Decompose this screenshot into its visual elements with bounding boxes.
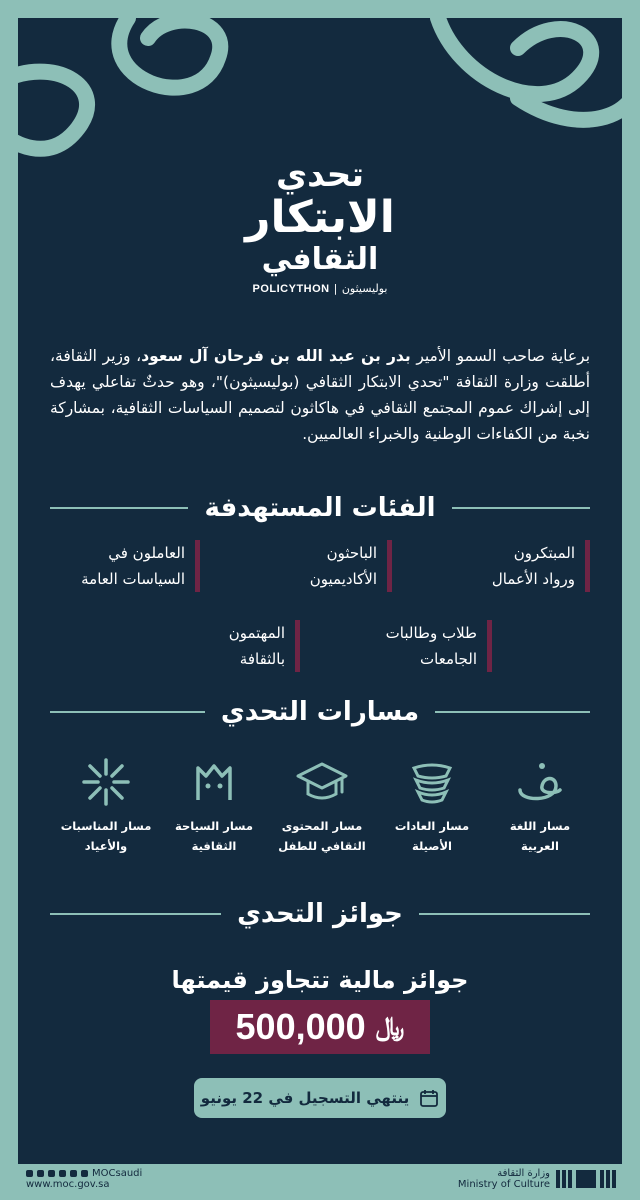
section-title-text: مسارات التحدي	[220, 697, 420, 727]
poster	[18, 18, 622, 1164]
category-line: ورواد الأعمال	[491, 570, 575, 588]
intro-part-1: برعاية صاحب السمو الأمير	[410, 347, 591, 365]
track-label: الثقافي للطفل	[278, 839, 366, 853]
divider-line	[452, 507, 590, 509]
track-item	[274, 754, 370, 856]
track-label: مسار السياحة	[174, 819, 253, 833]
social-icon[interactable]	[81, 1170, 88, 1177]
track-label: مسار المناسبات	[60, 819, 152, 833]
track-item	[58, 754, 154, 856]
track-label: الأصيلة	[412, 839, 452, 853]
track-label: مسار العادات	[394, 819, 470, 833]
track-label: العربية	[521, 839, 559, 853]
category-line: المبتكرون	[513, 544, 575, 562]
intro-paragraph	[50, 343, 590, 447]
social-icon[interactable]	[59, 1170, 66, 1177]
category-item	[440, 540, 590, 592]
logo-line-1: تحدي	[275, 155, 365, 195]
logo-sub-ar: بوليسيثون	[341, 282, 388, 295]
social-icon[interactable]	[26, 1170, 33, 1177]
ministry-name-en: Ministry of Culture	[457, 1179, 550, 1190]
palm-emblem-icon	[556, 1168, 616, 1190]
ministry-name	[458, 1168, 550, 1190]
social-row	[26, 1168, 142, 1179]
track-item	[492, 754, 588, 856]
category-line: العاملون في	[108, 544, 185, 562]
arabic-letter-icon	[512, 754, 568, 810]
bowls-icon	[404, 754, 460, 810]
section-title-text: جوائز التحدي	[237, 899, 403, 929]
category-line: السياسات العامة	[81, 570, 185, 588]
divider-line	[419, 913, 590, 915]
category-item	[50, 540, 200, 592]
graduation-cap-icon	[294, 754, 350, 810]
track-label: مسار المحتوى	[281, 819, 363, 833]
category-line: الأكاديميون	[309, 570, 377, 588]
category-item	[342, 620, 492, 672]
registration-deadline	[194, 1078, 446, 1118]
registration-text: ينتهي التسجيل في 22 يونيو	[200, 1089, 410, 1107]
prize-amount: 500,000	[235, 1006, 366, 1047]
section-target-groups	[50, 488, 590, 528]
intro-part-2: ، وزير الثقافة، أطلقت وزارة الثقافة "تحدي الابتكار الثقافي (بوليسيثون)"، وهو حدثٌ تفاعلي يهدف إلى إشراك عموم المجتمع الثقافي في هاكاثون لتصميم السياسات الثقافية، بمشاركة نخبة من الكفاءات الوطنية والخبراء العالميين.	[50, 347, 590, 443]
track-label: والأعياد	[84, 839, 128, 853]
calendar-icon	[419, 1088, 439, 1108]
logo-sub-en: POLICYTHON	[252, 283, 330, 295]
section-prizes	[50, 894, 590, 934]
category-line: بالثقافة	[239, 650, 285, 668]
logo-line-3: الثقافي	[261, 242, 379, 277]
logo-line-2: الابتكار	[245, 192, 395, 243]
category-line: المهتمون	[228, 624, 285, 642]
ministry-logo	[458, 1168, 616, 1190]
social-icon[interactable]	[70, 1170, 77, 1177]
section-tracks	[50, 692, 590, 732]
website-url[interactable]: www.moc.gov.sa	[26, 1179, 110, 1190]
category-line: الباحثون	[326, 544, 377, 562]
category-line: طلاب وطالبات	[385, 624, 477, 642]
prize-amount-box	[210, 1000, 430, 1054]
social-icon[interactable]	[37, 1170, 44, 1177]
logo-subtitle: POLICYTHON | بوليسيثون	[252, 282, 388, 295]
sparkle-icon	[78, 754, 134, 810]
social-icon[interactable]	[48, 1170, 55, 1177]
divider-line	[50, 507, 188, 509]
track-item	[384, 754, 480, 856]
event-logo	[18, 156, 622, 295]
category-item	[242, 540, 392, 592]
divider-line	[50, 913, 221, 915]
track-label: الثقافية	[191, 839, 237, 853]
decorative-curves	[18, 18, 622, 168]
track-label: مسار اللغة	[509, 819, 571, 833]
tourism-icon	[186, 754, 242, 810]
patron-name: بدر بن عبد الله بن فرحان آل سعود	[141, 347, 411, 365]
category-line: الجامعات	[420, 650, 477, 668]
section-title-text: الفئات المستهدفة	[204, 493, 436, 523]
category-item	[150, 620, 300, 672]
divider-line	[435, 711, 590, 713]
prize-description: جوائز مالية تتجاوز قيمتها	[171, 966, 469, 994]
divider-line	[50, 711, 205, 713]
currency-symbol: ﷼	[375, 1011, 405, 1042]
social-handle[interactable]: MOCsaudi	[92, 1168, 143, 1179]
track-item	[166, 754, 262, 856]
ministry-name-ar: وزارة الثقافة	[497, 1168, 550, 1179]
footer-social	[26, 1168, 142, 1190]
